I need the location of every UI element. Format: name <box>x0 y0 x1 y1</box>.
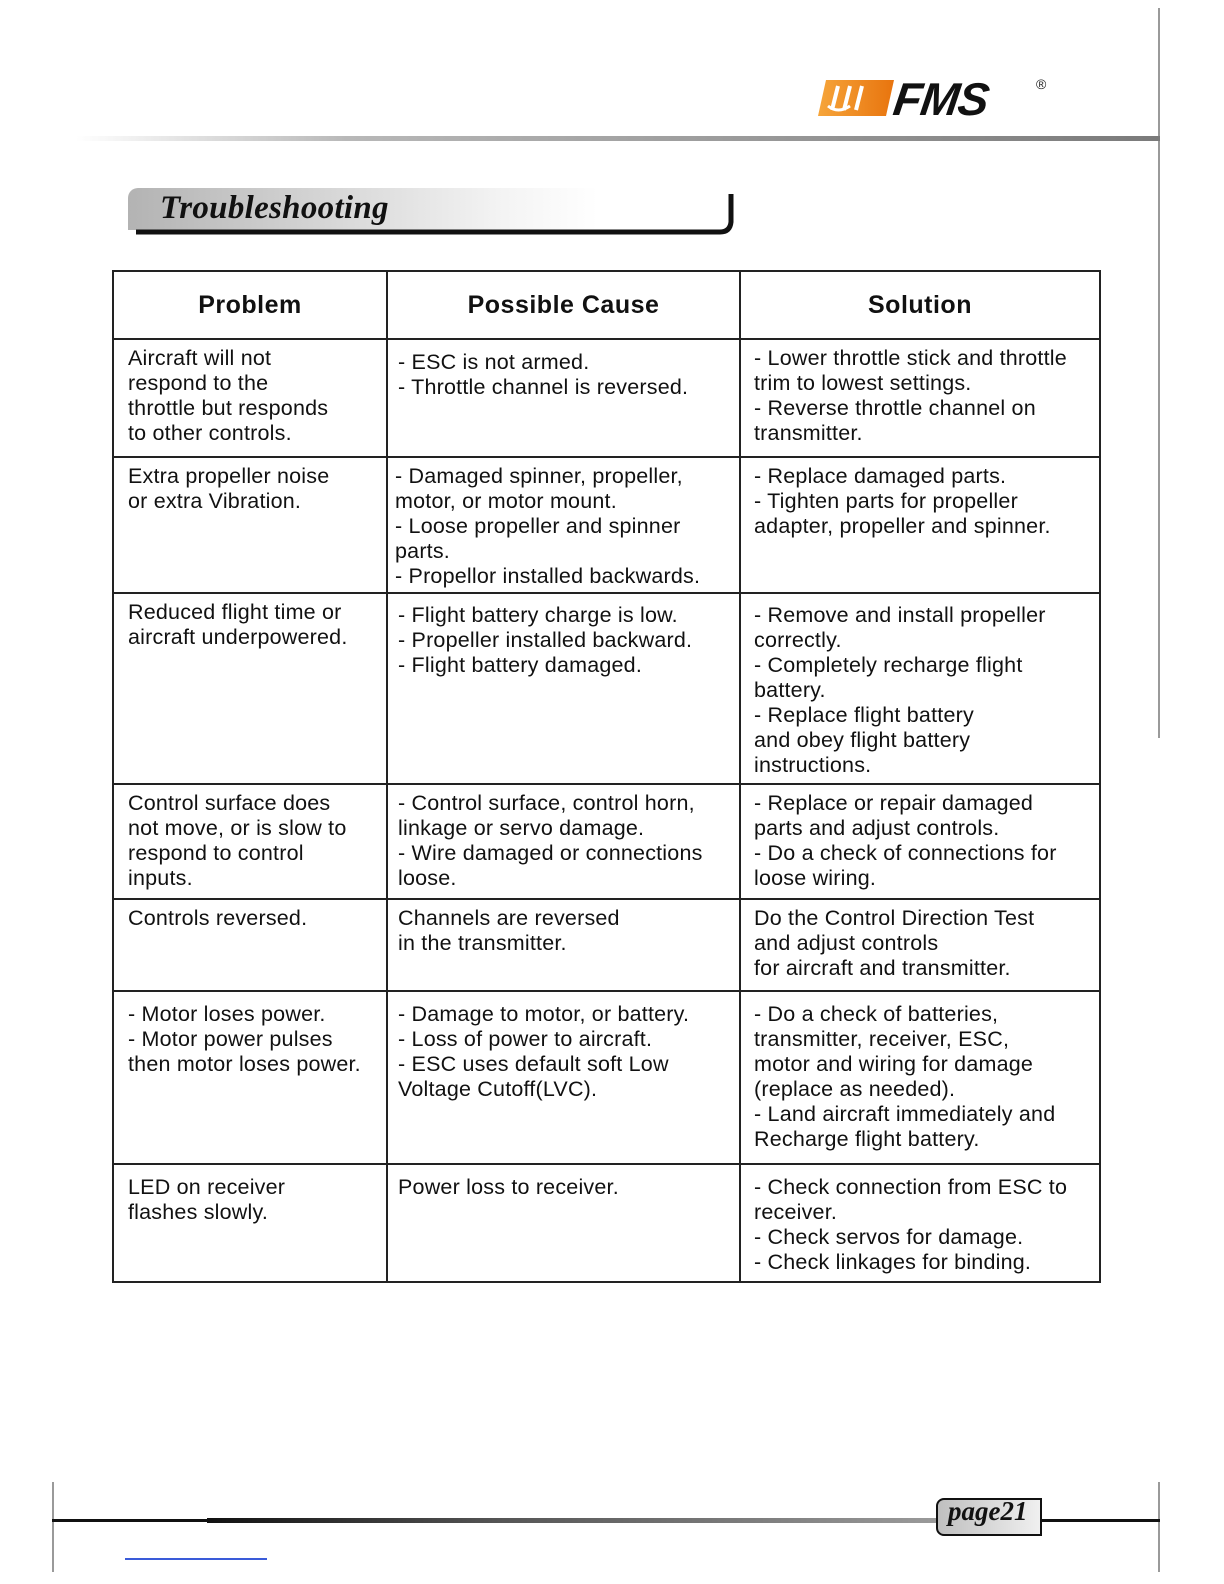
solution-cell: - Lower throttle stick and throttle trim to lowest settings. - Reverse throttle channel on transmitter. <box>740 339 1100 457</box>
solution-cell: - Replace or repair damaged parts and adjust controls. - Do a check of connections for loose wiring. <box>740 784 1100 899</box>
problem-cell: Aircraft will not respond to the throttle but responds to other controls. <box>113 339 387 457</box>
problem-cell: Reduced flight time or aircraft underpowered. <box>113 593 387 784</box>
problem-cell: Controls reversed. <box>113 899 387 991</box>
column-header-problem: Problem <box>113 271 387 339</box>
page-number: page21 <box>948 1496 1028 1526</box>
solution-cell: - Do a check of batteries, transmitter, receiver, ESC, motor and wiring for damage (replace as needed). - Land aircraft immediately and Recharge flight battery. <box>740 991 1100 1164</box>
cause-cell: Channels are reversed in the transmitter. <box>387 899 740 991</box>
footer-blue-rule <box>125 1558 267 1560</box>
cause-cell: - Damage to motor, or battery. - Loss of power to aircraft. - ESC uses default soft Low Voltage Cutoff(LVC). <box>387 991 740 1164</box>
column-header-cause: Possible Cause <box>387 271 740 339</box>
column-header-solution: Solution <box>740 271 1100 339</box>
cause-cell: - Control surface, control horn, linkage or servo damage. - Wire damaged or connections loose. <box>387 784 740 899</box>
table-row <box>113 1164 1100 1282</box>
footer-rule-gradient <box>207 1518 937 1523</box>
table-row <box>113 457 1100 593</box>
solution-cell: - Remove and install propeller correctly. - Completely recharge flight battery. - Replace flight battery and obey flight battery instructions. <box>740 593 1100 784</box>
section-title-underline <box>128 186 734 242</box>
right-footer-rule <box>1158 1482 1160 1572</box>
registered-mark: ® <box>1036 76 1047 92</box>
troubleshooting-table <box>112 270 1101 1283</box>
right-margin-rule <box>1158 8 1160 738</box>
left-footer-rule <box>52 1482 54 1572</box>
footer-rule-right <box>1040 1519 1160 1522</box>
cause-cell: - Flight battery charge is low. - Propeller installed backward. - Flight battery damaged. <box>387 593 740 784</box>
table-row <box>113 991 1100 1164</box>
cause-cell: - ESC is not armed. - Throttle channel is reversed. <box>387 339 740 457</box>
solution-cell: Do the Control Direction Test and adjust controls for aircraft and transmitter. <box>740 899 1100 991</box>
table-row <box>113 784 1100 899</box>
table-header-row <box>113 271 1100 339</box>
header-rule <box>76 136 1160 141</box>
problem-cell: Control surface does not move, or is slow to respond to control inputs. <box>113 784 387 899</box>
cause-cell: Power loss to receiver. <box>387 1164 740 1282</box>
solution-cell: - Check connection from ESC to receiver. - Check servos for damage. - Check linkages for binding. <box>740 1164 1100 1282</box>
fms-logo <box>816 73 1048 125</box>
footer-rule-left <box>52 1519 207 1522</box>
problem-cell: LED on receiver flashes slowly. <box>113 1164 387 1282</box>
section-title: Troubleshooting <box>160 190 389 226</box>
table-row <box>113 899 1100 991</box>
section-header <box>128 186 734 242</box>
problem-cell: Extra propeller noise or extra Vibration. <box>113 457 387 593</box>
table-row <box>113 339 1100 457</box>
fms-logo-mark-icon <box>816 80 894 116</box>
solution-cell: - Replace damaged parts. - Tighten parts for propeller adapter, propeller and spinner. <box>740 457 1100 593</box>
cause-cell: - Damaged spinner, propeller, motor, or motor mount. - Loose propeller and spinner parts. - Propellor installed backwards. <box>387 457 740 593</box>
logo-wordmark: FMS <box>890 73 992 125</box>
table-row <box>113 593 1100 784</box>
problem-cell: - Motor loses power. - Motor power pulses then motor loses power. <box>113 991 387 1164</box>
